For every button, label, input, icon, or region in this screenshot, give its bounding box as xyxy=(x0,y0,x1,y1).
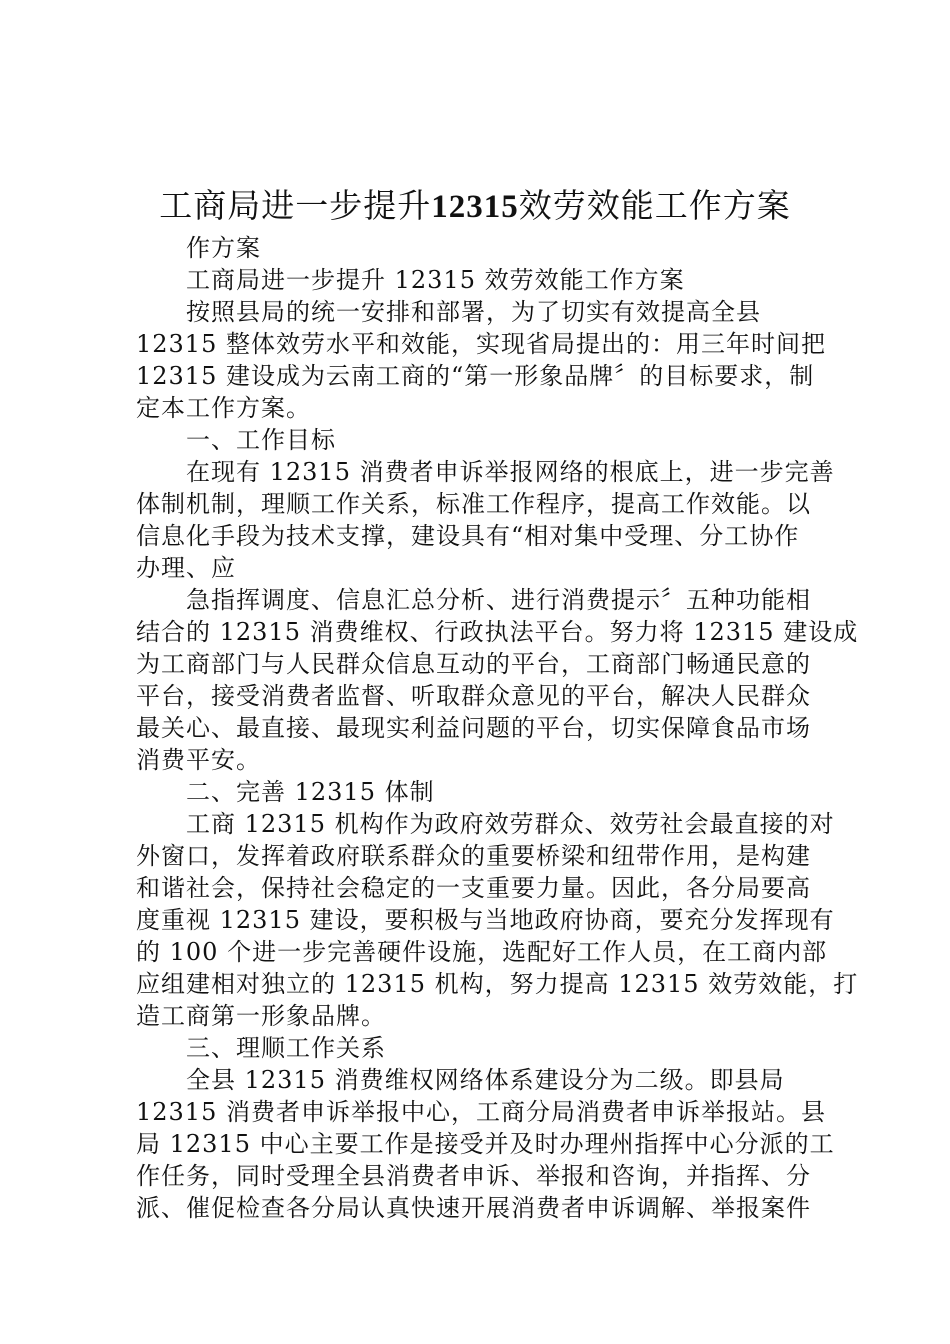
text-line: 体制机制，理顺工作关系，标准工作程序，提高工作效能。以 xyxy=(136,490,811,518)
text-line: 急指挥调度、信息汇总分析、进行消费提示〞五种功能相 xyxy=(186,586,811,614)
text-line: 12315 消费者申诉举报中心，工商分局消费者申诉举报站。县 xyxy=(136,1098,826,1126)
text-line: 为工商部门与人民群众信息互动的平台，工商部门畅通民意的 xyxy=(136,650,811,678)
text-line: 度重视 12315 建设，要积极与当地政府协商，要充分发挥现有 xyxy=(136,906,835,934)
document-title xyxy=(0,180,950,233)
text-line: 结合的 12315 消费维权、行政执法平台。努力将 12315 建设成 xyxy=(136,618,859,646)
text-line: 二、完善 12315 体制 xyxy=(186,778,435,806)
text-line: 应组建相对独立的 12315 机构，努力提高 12315 效劳效能，打 xyxy=(136,970,859,998)
document-body xyxy=(136,232,859,1224)
title-prefix: 工商局进一步提升 xyxy=(159,186,432,225)
text-line: 三、理顺工作关系 xyxy=(186,1034,386,1062)
text-line: 局 12315 中心主要工作是接受并及时办理州指挥中心分派的工 xyxy=(136,1130,835,1158)
text-line: 工商 12315 机构作为政府效劳群众、效劳社会最直接的对 xyxy=(186,810,835,838)
text-line: 派、催促检查各分局认真快速开展消费者申诉调解、举报案件 xyxy=(136,1194,811,1222)
text-line: 最关心、最直接、最现实利益问题的平台，切实保障食品市场 xyxy=(136,714,811,742)
text-line: 12315 建设成为云南工商的“第一形象品牌〞的目标要求，制 xyxy=(136,362,815,390)
text-line: 12315 整体效劳水平和效能，实现省局提出的：用三年时间把 xyxy=(136,330,826,358)
text-line: 和谐社会，保持社会稳定的一支重要力量。因此，各分局要高 xyxy=(136,874,811,902)
text-line: 平台，接受消费者监督、听取群众意见的平台，解决人民群众 xyxy=(136,682,811,710)
text-line: 在现有 12315 消费者申诉举报网络的根底上，进一步完善 xyxy=(186,458,835,486)
text-line: 全县 12315 消费维权网络体系建设分为二级。即县局 xyxy=(186,1066,785,1094)
text-line: 外窗口，发挥着政府联系群众的重要桥梁和纽带作用，是构建 xyxy=(136,842,811,870)
text-line: 作任务，同时受理全县消费者申诉、举报和咨询，并指挥、分 xyxy=(136,1162,811,1190)
text-line: 作方案 xyxy=(186,234,261,262)
text-line: 工商局进一步提升 12315 效劳效能工作方案 xyxy=(186,266,685,294)
text-line: 消费平安。 xyxy=(136,746,261,774)
title-number: 12315 xyxy=(431,189,519,225)
title-suffix: 效劳效能工作方案 xyxy=(518,186,791,225)
text-line: 造工商第一形象品牌。 xyxy=(136,1002,386,1030)
text-line: 一、工作目标 xyxy=(186,426,336,454)
text-line: 按照县局的统一安排和部署，为了切实有效提高全县 xyxy=(186,298,761,326)
text-line: 办理、应 xyxy=(136,554,236,582)
text-line: 的 100 个进一步完善硬件设施，选配好工作人员，在工商内部 xyxy=(136,938,828,966)
text-line: 定本工作方案。 xyxy=(136,394,311,422)
text-line: 信息化手段为技术支撑，建设具有“相对集中受理、分工协作 xyxy=(136,522,800,550)
